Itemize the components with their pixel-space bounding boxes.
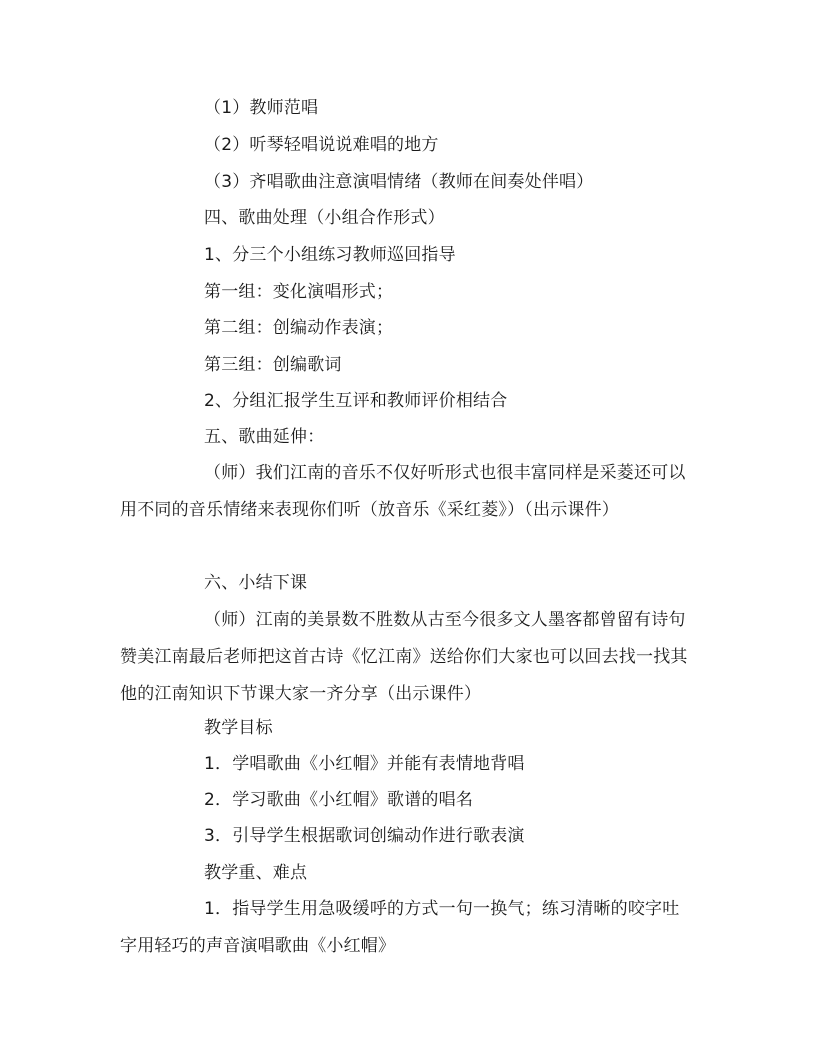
step-sing-together: （3）齐唱歌曲注意演唱情绪（教师在间奏处伴唱） <box>204 172 594 192</box>
group-3-item: 第三组：创编歌词 <box>204 355 342 375</box>
paragraph-key-point-1: 1．指导学生用急吸缓呼的方式一句一换气；练习清晰的咬字吐字用轻巧的声音演唱歌曲《小红帽》 <box>120 899 680 956</box>
step-teacher-demo: （1）教师范唱 <box>204 98 319 118</box>
goal-item-2: 2．学习歌曲《小红帽》歌谱的唱名 <box>204 790 474 810</box>
section-heading-6: 六、小结下课 <box>204 573 308 593</box>
group-report-item: 2、分组汇报学生互评和教师评价相结合 <box>204 391 508 411</box>
group-2-item: 第二组：创编动作表演； <box>204 318 394 338</box>
goals-title: 教学目标 <box>204 718 273 738</box>
paragraph-summary: （师）江南的美景数不胜数从古至今很多文人墨客都曾留有诗句赞美江南最后老师把这首古诗《忆江南》送给你们大家也可以回去找一找其他的江南知识下节课大家一齐分享（出示课件） <box>120 610 688 704</box>
goal-item-3: 3．引导学生根据歌词创编动作进行歌表演 <box>204 826 525 846</box>
group-1-item: 第一组：变化演唱形式； <box>204 282 394 302</box>
section-heading-4: 四、歌曲处理（小组合作形式） <box>204 208 445 228</box>
goal-item-1: 1．学唱歌曲《小红帽》并能有表情地背唱 <box>204 754 525 774</box>
section-heading-5: 五、歌曲延伸： <box>204 427 325 447</box>
key-points-title: 教学重、难点 <box>204 863 308 883</box>
step-listen-piano: （2）听琴轻唱说说难唱的地方 <box>204 135 439 155</box>
paragraph-extension: （师）我们江南的音乐不仅好听形式也很丰富同样是采菱还可以用不同的音乐情绪来表现你们听（放音乐《采红菱》）（出示课件） <box>120 463 686 520</box>
group-practice-item: 1、分三个小组练习教师巡回指导 <box>204 245 456 265</box>
